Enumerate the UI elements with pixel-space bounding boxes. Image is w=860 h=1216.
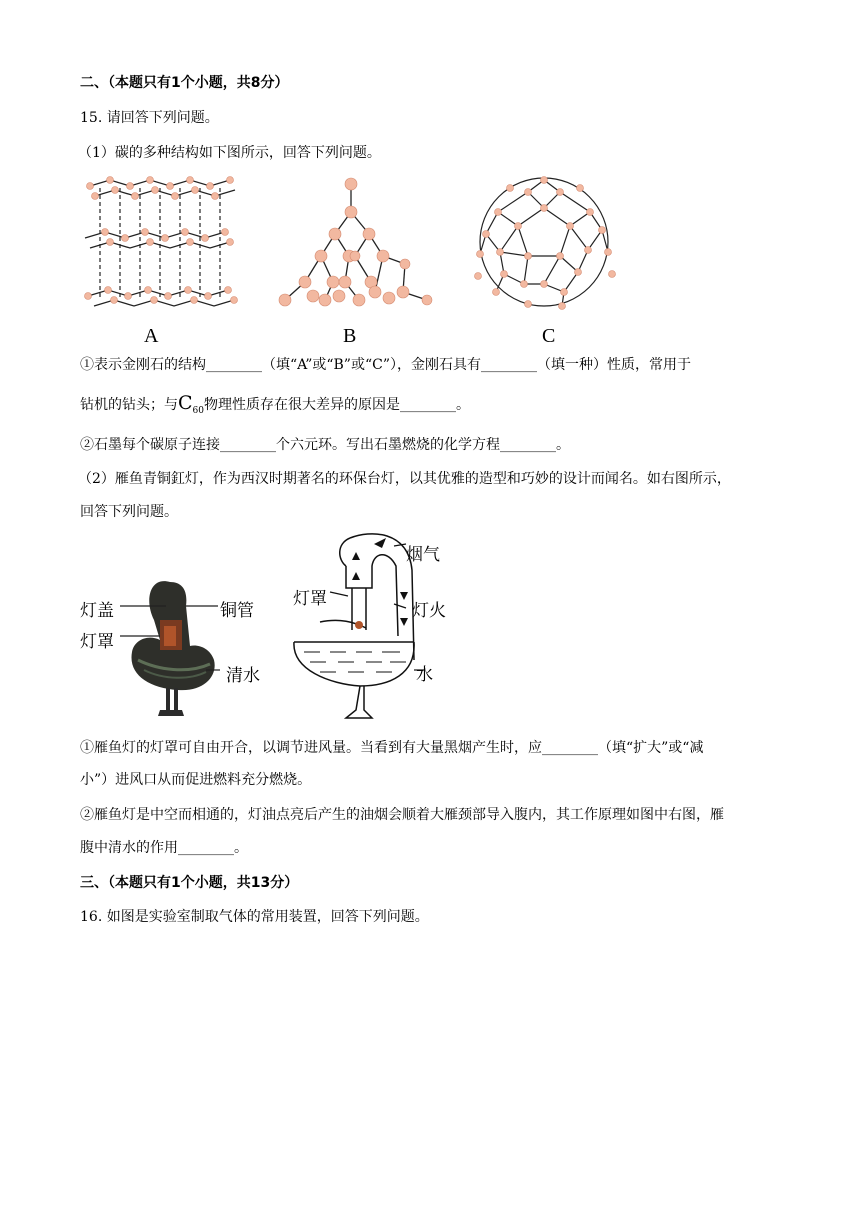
q15-part2b: 回答下列问题。: [80, 504, 178, 520]
q15-line2a: 钻机的钻头；与: [80, 397, 178, 413]
lamp-label-pipe: 铜管: [220, 601, 254, 621]
diagram-label-fire: 灯火: [412, 601, 446, 621]
diamond-structure-figure: [275, 172, 440, 312]
q15-part1: （1）碳的多种结构如下图所示，回答下列问题。: [78, 145, 381, 161]
q15-line2b: 物理性质存在很大差异的原因是________。: [204, 397, 470, 413]
diagram-label-shade: 灯罩: [293, 589, 327, 609]
figure-label-b: B: [343, 325, 357, 347]
section2-heading: 二、（本题只有1个小题，共8分）: [80, 75, 289, 91]
graphite-structure-figure: [80, 168, 240, 318]
q15-line4a: ①雁鱼灯的灯罩可自由开合，以调节进风量。当看到有大量黑烟产生时，应________（填“扩大”或“减: [80, 740, 704, 756]
c60-formula: [178, 392, 204, 416]
q15-line5a: ②雁鱼灯是中空而相通的，灯油点亮后产生的油烟会顺着大雁颈部导入腹内，其工作原理如图中右图，雁: [80, 807, 724, 823]
lamp-label-water: 清水: [226, 666, 260, 686]
diagram-label-smoke: 烟气: [406, 545, 440, 565]
c60-structure-figure: [468, 168, 620, 318]
q15-line3: ②石墨每个碳原子连接________个六元环。写出石墨燃烧的化学方程________。: [80, 437, 570, 453]
figure-label-c: C: [542, 325, 556, 347]
q15-line2: [80, 393, 470, 421]
diagram-label-water: 水: [416, 665, 433, 685]
lamp-label-shade: 灯罩: [80, 632, 114, 652]
q15-line1: ①表示金刚石的结构________（填“A”或“B”或“C”），金刚石具有________（填一种）性质，常用于: [80, 357, 691, 373]
section3-heading: 三、（本题只有1个小题，共13分）: [80, 875, 299, 891]
q15-line4b: 小”）进风口从而促进燃料充分燃烧。: [80, 772, 312, 788]
q16-stem: 16. 如图是实验室制取气体的常用装置，回答下列问题。: [80, 909, 429, 925]
q15-stem: 15. 请回答下列问题。: [80, 110, 219, 126]
lamp-label-cover: 灯盖: [80, 601, 114, 621]
q15-line5b: 腹中清水的作用________。: [80, 840, 248, 856]
figure-label-a: A: [144, 325, 159, 347]
q15-part2a: （2）雁鱼青铜釭灯，作为西汉时期著名的环保台灯，以其优雅的造型和巧妙的设计而闻名。如右图所示，: [78, 471, 731, 487]
c60-c: C: [178, 392, 193, 414]
c60-subscript: 60: [192, 405, 204, 416]
